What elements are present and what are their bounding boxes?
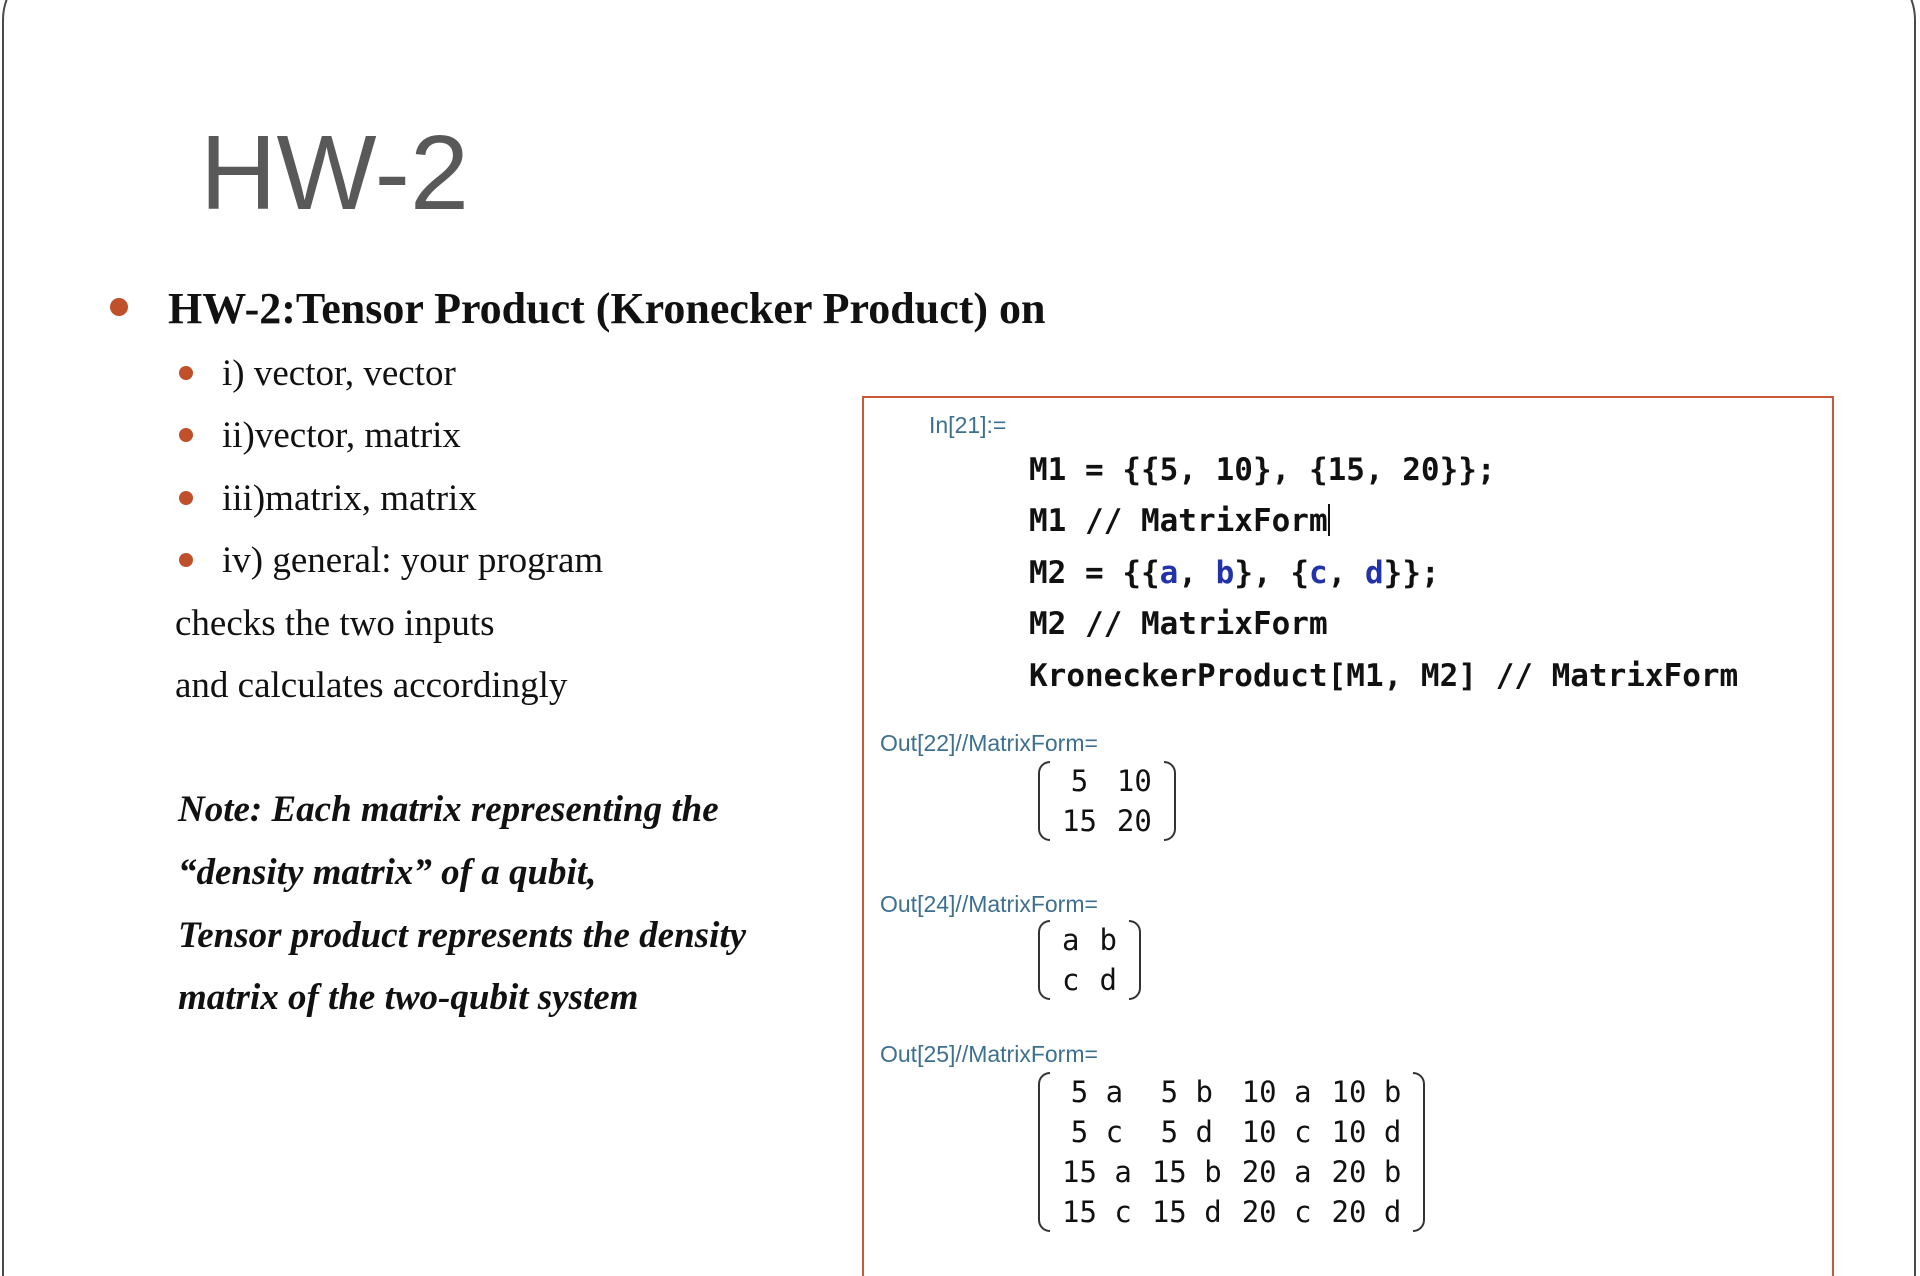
- output-matrix-1: [1038, 761, 1176, 841]
- code-line-5[interactable]: KroneckerProduct[M1, M2] // MatrixForm: [1029, 658, 1739, 694]
- matrix-cell: 15 b: [1151, 1155, 1222, 1189]
- matrix-cell: 10 d: [1331, 1115, 1402, 1149]
- output-label-3: Out[25]//MatrixForm=: [880, 1041, 1098, 1067]
- output-matrix-2: [1038, 920, 1141, 1000]
- matrix-cell: 5 c: [1070, 1115, 1124, 1149]
- matrix-cell: 20: [1116, 804, 1152, 838]
- note-line-3: Tensor product represents the density: [178, 915, 747, 956]
- code-line-3[interactable]: M2 = {{a, b}, {c, d}};: [1029, 555, 1440, 591]
- matrix-cell: 20 a: [1241, 1155, 1312, 1189]
- note-line-1: Note: Each matrix representing the: [178, 789, 719, 830]
- matrix-cell: 10: [1116, 764, 1152, 798]
- matrix-cell: d: [1099, 963, 1117, 997]
- matrix-cell: 20 d: [1331, 1195, 1402, 1229]
- matrix-cell: 15 d: [1151, 1195, 1222, 1229]
- code-line-1[interactable]: M1 = {{5, 10}, {15, 20}};: [1029, 452, 1496, 488]
- note-line-2: “density matrix” of a qubit,: [178, 852, 597, 893]
- sub-bullet-dot: [179, 428, 193, 442]
- sub-bullet-dot: [179, 491, 193, 505]
- notebook-screenshot: [862, 396, 1834, 1276]
- matrix-cell: 20 c: [1241, 1195, 1312, 1229]
- sub-bullet-dot: [179, 553, 193, 567]
- right-paren: [1164, 761, 1176, 841]
- main-bullet-dot: [110, 298, 128, 316]
- output-matrix-3: [1038, 1072, 1425, 1232]
- matrix-cell: 10 a: [1241, 1075, 1312, 1109]
- right-paren: [1413, 1072, 1425, 1232]
- output-label-2: Out[24]//MatrixForm=: [880, 891, 1098, 917]
- left-paren: [1038, 761, 1050, 841]
- matrix-cell: 15 a: [1062, 1155, 1132, 1189]
- continuation-line-2: and calculates accordingly: [175, 665, 568, 706]
- matrix-cell: 15 c: [1062, 1195, 1132, 1229]
- matrix-cell: 5 b: [1160, 1075, 1213, 1109]
- left-paren: [1038, 1072, 1050, 1232]
- main-bullet-text: HW-2:Tensor Product (Kronecker Product) on: [168, 284, 1046, 333]
- input-cell-label: In[21]:=: [929, 412, 1007, 438]
- matrix-cell: c: [1062, 963, 1080, 997]
- note-line-4: matrix of the two-qubit system: [178, 977, 639, 1018]
- matrix-cell: 20 b: [1331, 1155, 1402, 1189]
- matrix-cell: 5: [1070, 764, 1089, 798]
- code-line-4[interactable]: M2 // MatrixForm: [1029, 606, 1328, 642]
- output-label-1: Out[22]//MatrixForm=: [880, 730, 1098, 756]
- sub-bullet-dot: [179, 366, 193, 380]
- matrix-cell: 15: [1062, 804, 1097, 838]
- left-paren: [1038, 920, 1050, 1000]
- text-cursor: [1328, 504, 1330, 536]
- matrix-cell: b: [1099, 923, 1117, 957]
- sub-bullet-2: ii)vector, matrix: [222, 415, 461, 456]
- matrix-cell: 10 b: [1331, 1075, 1402, 1109]
- sub-bullet-3: iii)matrix, matrix: [222, 478, 477, 519]
- matrix-cell: a: [1062, 923, 1080, 957]
- sub-bullet-1: i) vector, vector: [222, 353, 456, 394]
- matrix-cell: 10 c: [1241, 1115, 1312, 1149]
- continuation-line-1: checks the two inputs: [175, 603, 495, 644]
- matrix-cell: 5 d: [1160, 1115, 1213, 1149]
- slide-title: HW-2: [200, 114, 469, 232]
- right-paren: [1129, 920, 1141, 1000]
- matrix-cell: 5 a: [1070, 1075, 1124, 1109]
- code-line-2[interactable]: M1 // MatrixForm: [1029, 503, 1328, 539]
- sub-bullet-4: iv) general: your program: [222, 540, 604, 581]
